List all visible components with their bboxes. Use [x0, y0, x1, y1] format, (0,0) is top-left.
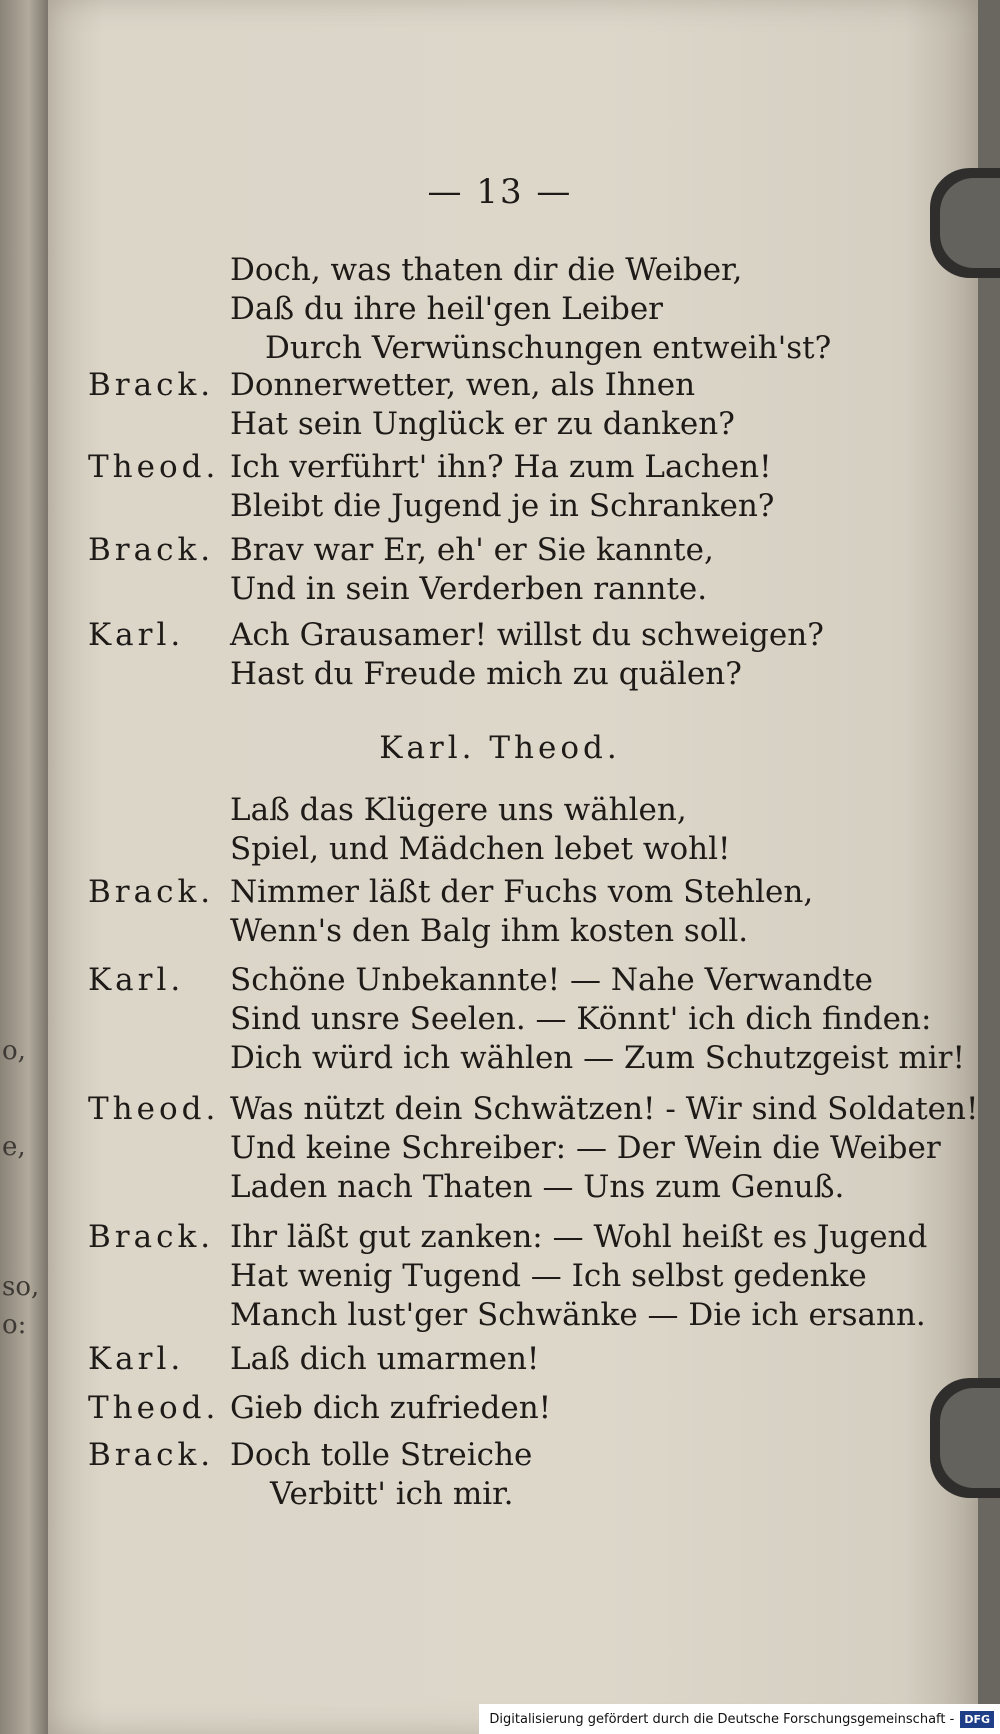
footer-text: Digitalisierung gefördert durch die Deutsche Forschungsgemeinschaft - — [489, 1711, 955, 1727]
verse-line: Was nützt dein Schwätzen! - Wir sind Soldaten! — [230, 1091, 979, 1127]
verse-line: Doch tolle Streiche — [230, 1437, 533, 1473]
verse-line: Und keine Schreiber: — Der Wein die Weiber — [230, 1130, 941, 1166]
verse-line: Doch, was thaten dir die Weiber, — [230, 252, 743, 288]
verse-line: Hat wenig Tugend — Ich selbst gedenke — [230, 1258, 867, 1294]
facing-fragment: so, — [2, 1272, 40, 1302]
verse-line: Bleibt die Jugend je in Schranken? — [230, 488, 775, 524]
speaker-label: Brack. — [88, 1437, 215, 1473]
verse-line: Brav war Er, eh' er Sie kannte, — [230, 532, 714, 568]
speaker-label: Karl. — [88, 1341, 185, 1377]
page-number: — 13 — — [427, 172, 573, 212]
verse-line: Ich verführt' ihn? Ha zum Lachen! — [230, 449, 772, 485]
speaker-label: Brack. — [88, 874, 215, 910]
speaker-label: Theod. — [88, 449, 220, 485]
verse-line: Durch Verwünschungen entweih'st? — [265, 330, 832, 366]
facing-fragment: o: — [2, 1310, 27, 1340]
speaker-label: Brack. — [88, 1219, 215, 1255]
dfg-logo-icon: DFG — [960, 1711, 994, 1728]
digitization-footer — [479, 1704, 1000, 1734]
verse-line: Daß du ihre heil'gen Leiber — [230, 291, 663, 327]
speaker-label: Karl. — [88, 617, 185, 653]
verse-line: Und in sein Verderben rannte. — [230, 571, 708, 607]
verse-line: Nimmer läßt der Fuchs vom Stehlen, — [230, 874, 814, 910]
verse-line: Spiel, und Mädchen lebet wohl! — [230, 831, 731, 867]
page-clip-bottom — [930, 1378, 1000, 1498]
facing-fragment: e, — [2, 1132, 26, 1162]
speaker-label: Brack. — [88, 532, 215, 568]
section-heading: Karl. Theod. — [379, 730, 621, 766]
speaker-label: Karl. — [88, 962, 185, 998]
verse-line: Donnerwetter, wen, als Ihnen — [230, 367, 696, 403]
verse-line: Laden nach Thaten — Uns zum Genuß. — [230, 1169, 845, 1205]
speaker-label: Theod. — [88, 1091, 220, 1127]
verse-line: Hast du Freude mich zu quälen? — [230, 656, 742, 692]
verse-line: Ach Grausamer! willst du schweigen? — [230, 617, 824, 653]
verse-line: Hat sein Unglück er zu danken? — [230, 406, 735, 442]
verse-line: Dich würd ich wählen — Zum Schutzgeist mir! — [230, 1040, 965, 1076]
verse-line: Verbitt' ich mir. — [270, 1476, 514, 1512]
verse-line: Sind unsre Seelen. — Könnt' ich dich finden: — [230, 1001, 932, 1037]
facing-fragment: o, — [2, 1036, 26, 1066]
verse-line: Gieb dich zufrieden! — [230, 1390, 552, 1426]
facing-page-edge — [0, 0, 52, 1734]
verse-line: Manch lust'ger Schwänke — Die ich ersann. — [230, 1297, 926, 1333]
verse-line: Laß das Klügere uns wählen, — [230, 792, 687, 828]
verse-line: Laß dich umarmen! — [230, 1341, 540, 1377]
speaker-label: Brack. — [88, 367, 215, 403]
verse-line: Schöne Unbekannte! — Nahe Verwandte — [230, 962, 873, 998]
speaker-label: Theod. — [88, 1390, 220, 1426]
verse-line: Wenn's den Balg ihm kosten soll. — [230, 913, 749, 949]
verse-line: Ihr läßt gut zanken: — Wohl heißt es Jugend — [230, 1219, 928, 1255]
